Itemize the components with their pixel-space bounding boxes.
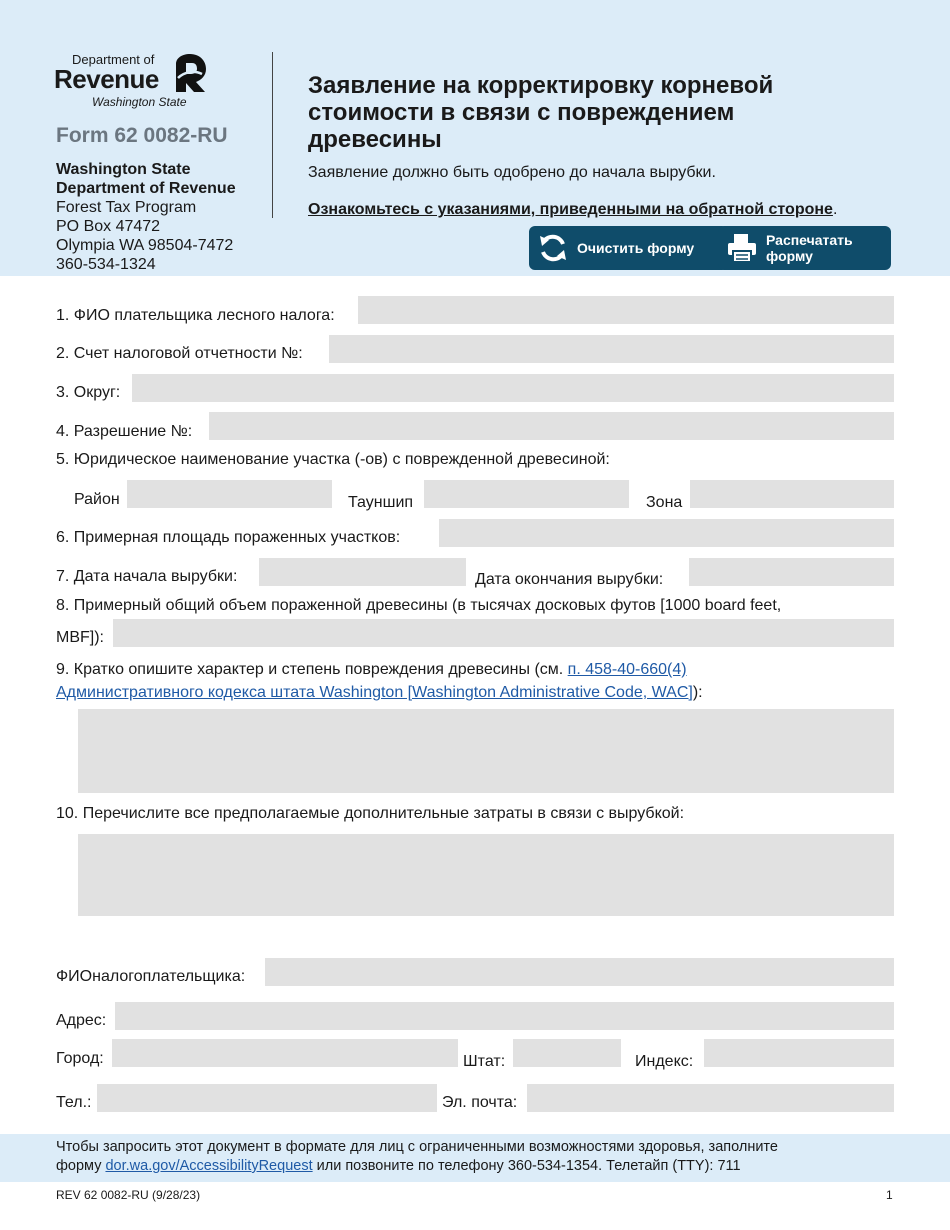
accessibility-request-link[interactable]: dor.wa.gov/AccessibilityRequest xyxy=(105,1158,313,1174)
affected-area-input[interactable] xyxy=(439,519,894,547)
district-input[interactable] xyxy=(127,480,332,508)
email-input[interactable] xyxy=(527,1084,894,1112)
logo-r-emblem-icon xyxy=(172,52,208,94)
city-input[interactable] xyxy=(112,1039,458,1067)
instructions-link[interactable]: Ознакомьтесь с указаниями, приведенными на обратной стороне xyxy=(308,201,833,218)
forest-taxpayer-name-input[interactable] xyxy=(358,296,894,324)
zone-input[interactable] xyxy=(690,480,894,508)
header-divider xyxy=(272,52,273,218)
address-line: Olympia WA 98504-7472 xyxy=(56,237,234,254)
address-line: Department of Revenue xyxy=(56,180,236,197)
phone-label: Тел.: xyxy=(56,1094,92,1111)
zone-label: Зона xyxy=(646,494,683,511)
address-input[interactable] xyxy=(115,1002,894,1030)
q6-label: 6. Примерная площадь пораженных участков: xyxy=(56,529,401,546)
clear-form-label: Очистить форму xyxy=(577,240,695,256)
q4-label: 4. Разрешение №: xyxy=(56,423,193,440)
county-input[interactable] xyxy=(132,374,894,402)
email-label: Эл. почта: xyxy=(442,1094,518,1111)
zip-label: Индекс: xyxy=(635,1053,694,1070)
damage-description-textarea[interactable] xyxy=(78,709,894,793)
township-label: Тауншип xyxy=(348,494,414,511)
refresh-icon xyxy=(529,226,577,270)
address-line: Washington State xyxy=(56,161,191,178)
form-subtitle: Заявление должно быть одобрено до начала вырубки. xyxy=(308,164,716,181)
q10-label: 10. Перечислите все предполагаемые дополнительные затраты в связи с вырубкой: xyxy=(56,805,685,822)
page-number: 1 xyxy=(886,1188,893,1202)
tax-account-number-input[interactable] xyxy=(329,335,894,363)
print-form-button[interactable] xyxy=(718,226,891,270)
damaged-volume-input[interactable] xyxy=(113,619,894,647)
logo-dept-text: Department of xyxy=(72,52,155,67)
q2-label: 2. Счет налоговой отчетности №: xyxy=(56,345,303,362)
dor-logo xyxy=(54,50,214,112)
additional-costs-textarea[interactable] xyxy=(78,834,894,916)
harvest-end-date-input[interactable] xyxy=(689,558,894,586)
end-date-label: Дата окончания вырубки: xyxy=(475,571,664,588)
q8-label-cont: MBF]): xyxy=(56,629,104,646)
accessibility-note: Чтобы запросить этот документ в формате для лиц с ограниченными возможностями здоровья, заполните форму dor.wa.gov/AccessibilityRequest или позвоните по телефону 360-534-1354. Телетайп (TTY): 711 xyxy=(56,1139,778,1174)
q9-label: 9. Кратко опишите характер и степень повреждения древесины (см. п. 458-40-660(4) Административного кодекса штата Washington [Washington Administrative Code, WAC]): xyxy=(56,661,703,701)
address-label: Адрес: xyxy=(56,1012,107,1029)
city-label: Город: xyxy=(56,1050,104,1067)
wac-code-link[interactable]: Административного кодекса штата Washington [Washington Administrative Code, WAC] xyxy=(56,684,693,701)
form-title: Заявление на корректировку корневой стоимости в связи с повреждением древесины xyxy=(308,72,774,153)
harvest-start-date-input[interactable] xyxy=(259,558,466,586)
print-form-label: Распечатать форму xyxy=(766,232,853,264)
q3-label: 3. Округ: xyxy=(56,384,121,401)
state-label: Штат: xyxy=(463,1053,506,1070)
state-input[interactable] xyxy=(513,1039,621,1067)
revision-code: REV 62 0082-RU (9/28/23) xyxy=(56,1188,201,1202)
phone-input[interactable] xyxy=(97,1084,437,1112)
q8-label: 8. Примерный общий объем пораженной древесины (в тысячах досковых футов [1000 board feet, xyxy=(56,597,782,614)
form-number: Form 62 0082-RU xyxy=(56,124,228,147)
clear-form-button[interactable] xyxy=(529,226,728,270)
address-line: 360-534-1324 xyxy=(56,256,156,273)
wac-section-link[interactable]: п. 458-40-660(4) xyxy=(567,661,687,678)
taxpayer-name-label: ФИОналогоплательщика: xyxy=(56,968,246,985)
agency-address xyxy=(56,160,236,274)
address-line: Forest Tax Program xyxy=(56,199,197,216)
q5-label: 5. Юридическое наименование участка (-ов) с поврежденной древесиной: xyxy=(56,451,610,468)
logo-revenue-text: Revenue xyxy=(54,64,159,94)
district-label: Район xyxy=(74,491,120,508)
permit-number-input[interactable] xyxy=(209,412,894,440)
instructions-note: Ознакомьтесь с указаниями, приведенными на обратной стороне. xyxy=(308,201,838,218)
printer-icon xyxy=(718,226,766,270)
q7-label: 7. Дата начала вырубки: xyxy=(56,568,238,585)
q1-label: 1. ФИО плательщика лесного налога: xyxy=(56,307,335,324)
township-input[interactable] xyxy=(424,480,629,508)
address-line: PO Box 47472 xyxy=(56,218,161,235)
logo-state-text: Washington State xyxy=(92,95,187,109)
zip-input[interactable] xyxy=(704,1039,894,1067)
taxpayer-name-input[interactable] xyxy=(265,958,894,986)
